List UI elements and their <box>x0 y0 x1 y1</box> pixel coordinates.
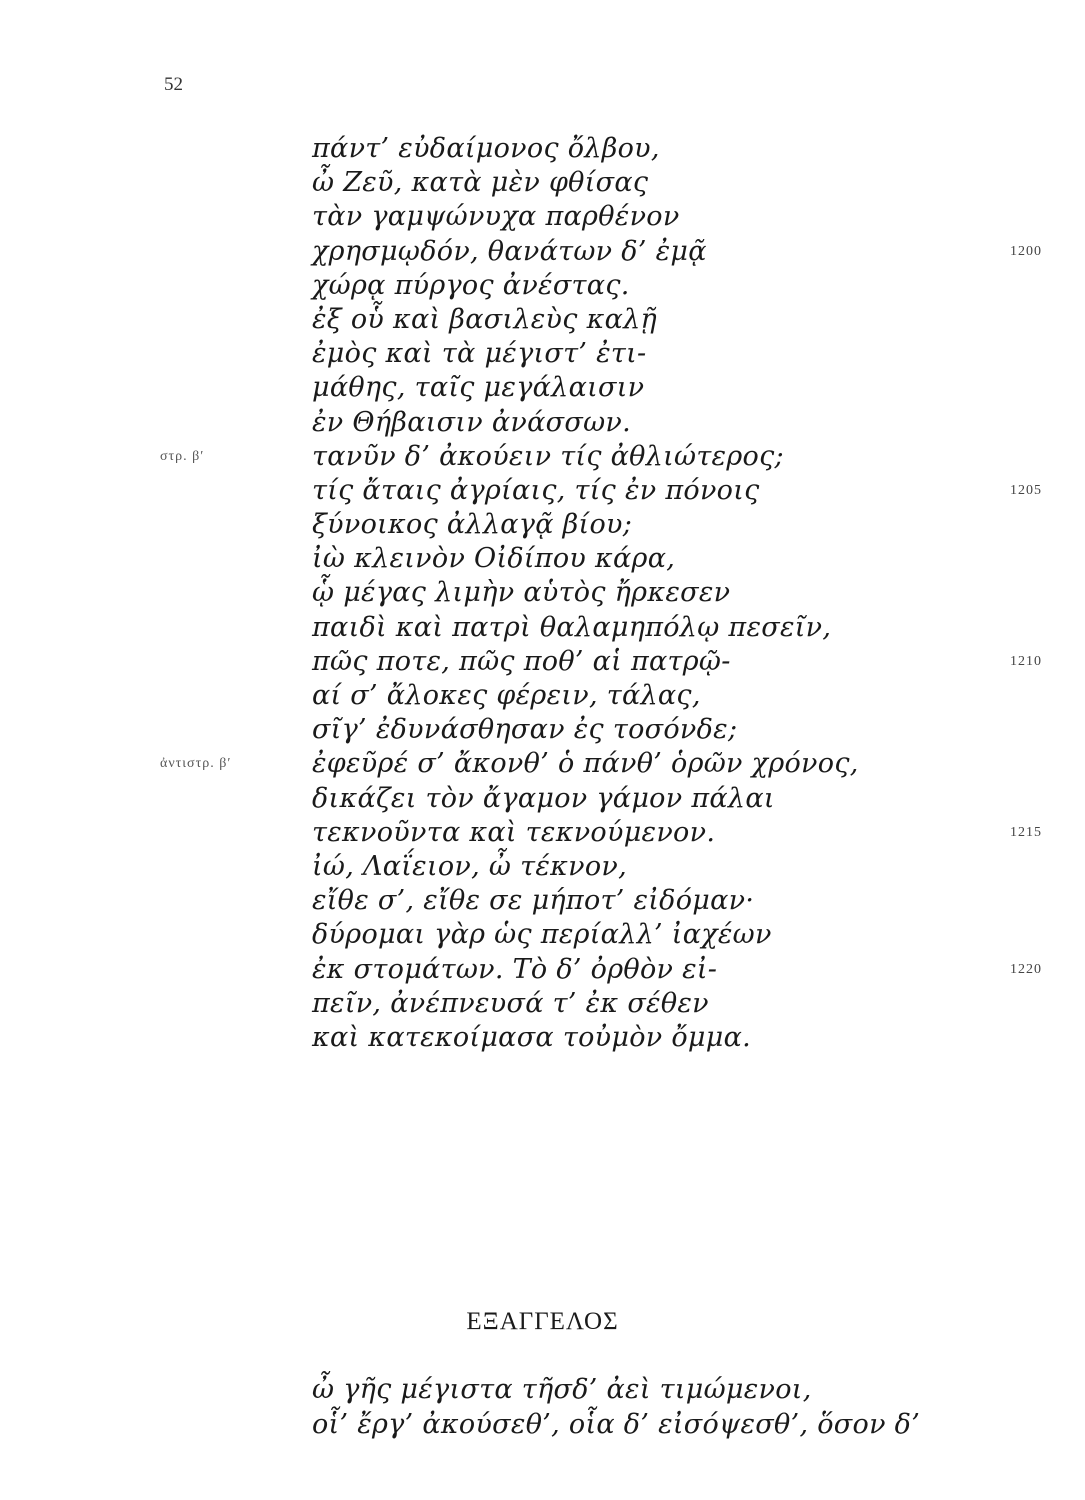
line-number: 1205 <box>1010 482 1042 498</box>
verse-line <box>312 953 1042 987</box>
verse-line <box>312 713 1012 747</box>
verse-line <box>312 679 1012 713</box>
verse-line-text: τίς ἄταις ἀγρίαις, τίς ἐν πόνοις <box>312 474 760 506</box>
strophe-marker: στρ. β′ <box>160 448 205 464</box>
verse-line-text: τεκνοῦντα καὶ τεκνούμενον. <box>312 816 716 848</box>
verse-line-text: τὰν γαμψώνυχα παρθένον <box>312 201 680 233</box>
verse-line-text: ᾧ μέγας λιμὴν αὑτὸς ἤρκεσεν <box>312 577 731 609</box>
verse-line-text: ἐκ στομάτων. Τὸ δ’ ὀρθὸν εἰ- <box>312 953 718 985</box>
verse-line <box>312 337 1012 371</box>
line-number: 1200 <box>1010 243 1042 259</box>
verse-line <box>312 850 1012 884</box>
verse-line-text: δικάζει τὸν ἄγαμον γάμον πάλαι <box>312 782 775 814</box>
verse-line-text: ὦ Ζεῦ, κατὰ μὲν φθίσας <box>312 167 649 199</box>
verse-line <box>312 303 1012 337</box>
verse-line-text: αί σ’ ἄλοκες φέρειν, τάλας, <box>312 680 701 711</box>
verse-line <box>312 918 1012 952</box>
verse-line-text: πῶς ποτε, πῶς ποθ’ αἱ πατρῷ- <box>312 645 731 677</box>
verse-line <box>312 576 1012 610</box>
verse-line <box>312 166 1012 200</box>
speech-block <box>312 1372 1012 1442</box>
verse-line-text: πεῖν, ἀνέπνευσά τ’ ἐκ σέθεν <box>312 987 709 1019</box>
verse-line-text: ἰώ, Λαΐειον, ὦ τέκνον, <box>312 850 627 882</box>
verse-line <box>312 132 1012 166</box>
verse-line <box>312 987 1012 1021</box>
verse-line-text: τανῦν δ’ ἀκούειν τίς ἀθλιώτερος; <box>312 440 784 472</box>
verse-line-text: χώρᾳ πύργος ἀνέστας. <box>312 269 630 301</box>
strophe-marker: ἀντιστρ. β′ <box>160 756 232 772</box>
verse-line <box>312 1021 1012 1055</box>
verse-line-text: χρησμῳδόν, θανάτων δ’ ἐμᾷ <box>312 235 707 267</box>
verse-block <box>160 132 1042 1055</box>
page-number: 52 <box>164 74 183 95</box>
verse-line <box>312 371 1012 405</box>
line-number: 1220 <box>1010 961 1042 977</box>
verse-line-text: εἴθε σ’, εἴθε σε μήποτ’ εἰδόμαν· <box>312 885 755 917</box>
verse-line <box>160 747 1012 781</box>
verse-line-text: πάντ’ εὐδαίμονος ὄλβου, <box>312 133 660 164</box>
verse-line <box>312 1407 1012 1442</box>
verse-line-text: ἐξ οὗ καὶ βασιλεὺς καλῇ <box>312 303 658 335</box>
verse-line <box>312 269 1012 303</box>
verse-line-text: σῖγ’ ἐδυνάσθησαν ἐς τοσόνδε; <box>312 714 738 746</box>
verse-line <box>312 645 1042 679</box>
speaker-heading: ΕΞΑΓΓΕΛΟΣ <box>466 1308 619 1335</box>
verse-line-text: καὶ κατεκοίμασα τοὐμὸν ὄμμα. <box>312 1021 752 1053</box>
verse-line-text: μάθης, ταῖς μεγάλαισιν <box>312 372 645 404</box>
verse-line <box>312 235 1042 269</box>
verse-line-text: ξύνοικος ἀλλαγᾷ βίου; <box>312 509 633 541</box>
verse-line-text: ἰὼ κλεινὸν Οἰδίπου κάρα, <box>312 543 676 575</box>
verse-line-text: οἷ’ ἔργ’ ἀκούσεθ’, οἷα δ’ εἰσόψεσθ’, ὅσον δ’ <box>312 1409 921 1440</box>
verse-line <box>312 474 1042 508</box>
verse-line <box>312 542 1012 576</box>
verse-line <box>312 611 1012 645</box>
line-number: 1210 <box>1010 653 1042 669</box>
verse-line-text: ἐφεῦρέ σ’ ἄκονθ’ ὁ πάνθ’ ὁρῶν χρόνος, <box>312 748 859 780</box>
verse-line <box>312 816 1042 850</box>
verse-line <box>312 200 1012 234</box>
verse-line-text: ὦ γῆς μέγιστα τῆσδ’ ἀεὶ τιμώμενοι, <box>312 1374 812 1405</box>
verse-line <box>312 782 1012 816</box>
line-number: 1215 <box>1010 824 1042 840</box>
verse-line-text: ἐμὸς καὶ τὰ μέγιστ’ ἐτι- <box>312 338 647 370</box>
verse-line <box>312 406 1012 440</box>
verse-line-text: ἐν Θήβαισιν ἀνάσσων. <box>312 406 631 438</box>
verse-line-text: δύρομαι γὰρ ὡς περίαλλ’ ἰαχέων <box>312 919 772 951</box>
verse-line <box>312 884 1012 918</box>
verse-line <box>312 508 1012 542</box>
verse-line <box>312 1372 1012 1407</box>
verse-line <box>160 440 1012 474</box>
verse-line-text: παιδὶ καὶ πατρὶ θαλαμηπόλῳ πεσεῖν, <box>312 611 832 643</box>
